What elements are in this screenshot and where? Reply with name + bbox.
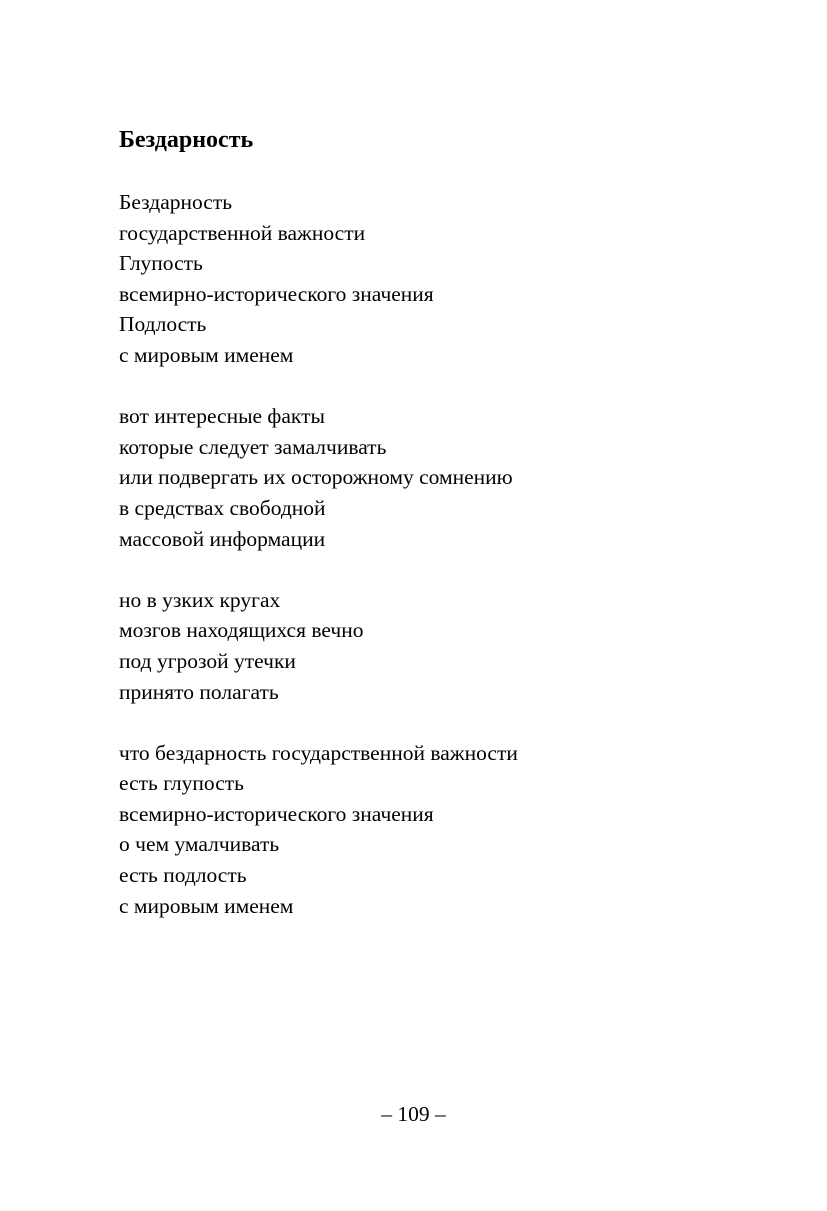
poem-line: мозгов находящихся вечно — [119, 618, 364, 643]
stanza — [119, 585, 719, 707]
poem-line: массовой информации — [119, 526, 326, 551]
poem-line: вот интересные факты — [119, 404, 325, 429]
poem-line: что бездарность государственной важности — [119, 740, 518, 765]
poem-line: с мировым именем — [119, 342, 294, 367]
poem-line: в средствах свободной — [119, 495, 326, 520]
poem-line: о чем умалчивать — [119, 832, 280, 857]
poem-line: которые следует замалчивать — [119, 434, 387, 459]
poem-line: Бездарность — [119, 190, 233, 214]
stanza — [119, 401, 719, 554]
stanza — [119, 738, 719, 922]
poem-line: Глупость — [119, 251, 203, 276]
poem-line: или подвергать их осторожному сомнению — [119, 465, 513, 490]
poem-line: но в узких кругах — [119, 587, 281, 612]
poem-line: есть подлость — [119, 863, 247, 888]
poem-line: с мировым именем — [119, 893, 294, 918]
poem-line: всемирно-исторического значения — [119, 801, 434, 826]
poem-line: есть глупость — [119, 771, 244, 796]
poem-line: государственной важности — [119, 220, 366, 245]
stanza — [119, 187, 719, 371]
poem-line: под угрозой утечки — [119, 648, 296, 673]
poem-line: принято полагать — [119, 679, 279, 704]
poem-line: всемирно-исторического значения — [119, 281, 434, 306]
poem-line: Подлость — [119, 312, 207, 337]
page-number: – 109 – — [381, 1102, 446, 1126]
poem-body — [119, 187, 719, 952]
poem-title: Бездарность — [119, 127, 254, 153]
